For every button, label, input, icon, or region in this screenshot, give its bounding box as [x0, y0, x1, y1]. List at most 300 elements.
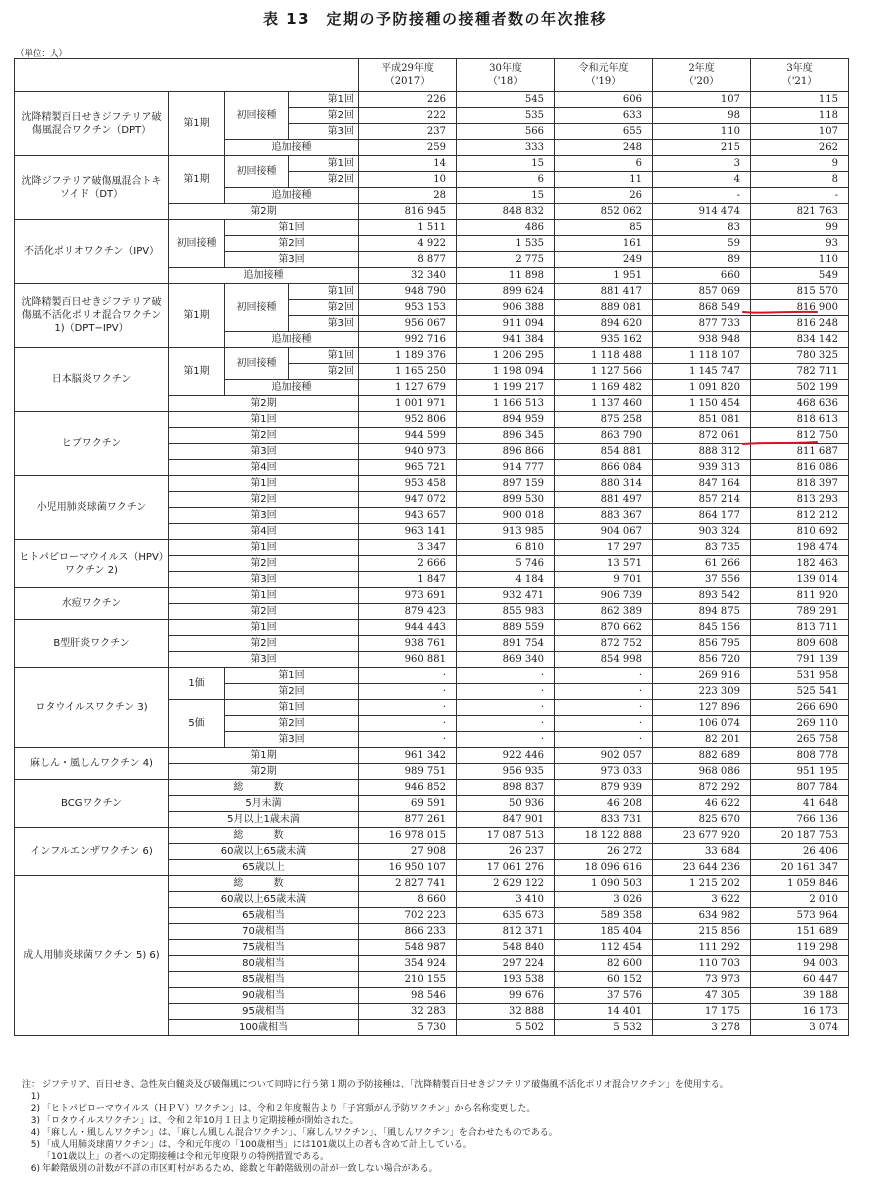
value-cell: 26 237: [457, 844, 555, 860]
value-cell: 939 313: [653, 460, 751, 476]
value-cell: 182 463: [751, 556, 849, 572]
value-cell: 1 199 217: [457, 380, 555, 396]
value-cell: 223 309: [653, 684, 751, 700]
value-cell: 73 973: [653, 972, 751, 988]
value-cell: 17 087 513: [457, 828, 555, 844]
value-cell: ·: [457, 700, 555, 716]
vaccine-name: 沈降精製百日せきジフテリア破傷風不活化ポリオ混合ワクチン 1)（DPT−IPV）: [15, 284, 169, 348]
footnote-number: [14, 1151, 42, 1163]
value-cell: 864 177: [653, 508, 751, 524]
footnote-text: ジフテリア、百日せき、急性灰白髄炎及び破傷風について同時に行う第１期の予防接種は、「沈降精製百日せきジフテリア破傷風不活化ポリオ混合ワクチン」を使用する。: [42, 1080, 729, 1090]
value-cell: 940 973: [359, 444, 457, 460]
value-cell: 904 067: [555, 524, 653, 540]
value-cell: 18 096 616: [555, 860, 653, 876]
value-cell: 106 074: [653, 716, 751, 732]
value-cell: 992 716: [359, 332, 457, 348]
footnote: [14, 1163, 854, 1175]
value-cell: 15: [457, 188, 555, 204]
value-cell: ·: [457, 668, 555, 684]
value-cell: 973 691: [359, 588, 457, 604]
value-cell: 2 666: [359, 556, 457, 572]
value-cell: 789 291: [751, 604, 849, 620]
value-cell: 83 735: [653, 540, 751, 556]
value-cell: 4 922: [359, 236, 457, 252]
value-cell: 900 018: [457, 508, 555, 524]
table-row: [15, 876, 849, 892]
value-cell: 119 298: [751, 940, 849, 956]
category-label: 初回接種: [225, 92, 289, 140]
value-cell: 94 003: [751, 956, 849, 972]
value-cell: 851 081: [653, 412, 751, 428]
value-cell: 635 673: [457, 908, 555, 924]
dose-label: 第1回: [225, 220, 359, 236]
value-cell: 899 624: [457, 284, 555, 300]
footnote-text: 「麻しん・風しんワクチン」は、「麻しん風しん混合ワクチン」、「麻しんワクチン」、「風しんワクチン」を合わせたものである。: [42, 1128, 558, 1138]
value-cell: 953 458: [359, 476, 457, 492]
value-cell: 818 397: [751, 476, 849, 492]
dose-label: 第3回: [169, 572, 359, 588]
value-cell: ·: [457, 684, 555, 700]
value-cell: 889 559: [457, 620, 555, 636]
footnote-text: 「101歳以上」の者への定期接種は令和元年度限りの特例措置である。: [42, 1152, 330, 1162]
value-cell: 14: [359, 156, 457, 172]
value-cell: 3 410: [457, 892, 555, 908]
value-cell: 185 404: [555, 924, 653, 940]
dose-label: 第3回: [169, 444, 359, 460]
dose-label: 第2回: [289, 172, 359, 188]
value-cell: 879 939: [555, 780, 653, 796]
value-cell: 655: [555, 124, 653, 140]
age-label: 90歳相当: [169, 988, 359, 1004]
vaccine-name: 水痘ワクチン: [15, 588, 169, 620]
value-cell: 947 072: [359, 492, 457, 508]
value-cell: 914 777: [457, 460, 555, 476]
value-cell: 11 898: [457, 268, 555, 284]
value-cell: 98: [653, 108, 751, 124]
period-label: 第1期: [169, 748, 359, 764]
value-cell: 589 358: [555, 908, 653, 924]
vaccine-name: 小児用肺炎球菌ワクチン: [15, 476, 169, 540]
dose-label: 第2回: [169, 604, 359, 620]
value-cell: 809 608: [751, 636, 849, 652]
vaccine-name: ロタウイルスワクチン 3): [15, 668, 169, 748]
category-label: 追加接種: [225, 188, 359, 204]
value-cell: 215 856: [653, 924, 751, 940]
period-label: 第1期: [169, 284, 225, 348]
value-cell: 127 896: [653, 700, 751, 716]
dose-label: 第2回: [289, 300, 359, 316]
table-title: 表 13 定期の予防接種の接種者数の年次推移: [262, 10, 608, 28]
value-cell: 50 936: [457, 796, 555, 812]
age-label: 60歳以上65歳未満: [169, 844, 359, 860]
value-cell: 468 636: [751, 396, 849, 412]
value-cell: 566: [457, 124, 555, 140]
table-row: [15, 92, 849, 108]
period-label: 第2期: [169, 764, 359, 780]
value-cell: 847 901: [457, 812, 555, 828]
value-cell: 894 875: [653, 604, 751, 620]
valence-label: 1価: [169, 668, 225, 700]
value-cell: 821 763: [751, 204, 849, 220]
value-cell: 139 014: [751, 572, 849, 588]
value-cell: 11: [555, 172, 653, 188]
value-cell: 881 497: [555, 492, 653, 508]
value-cell: 17 175: [653, 1004, 751, 1020]
value-cell: 877 261: [359, 812, 457, 828]
value-cell: 210 155: [359, 972, 457, 988]
value-cell: 960 881: [359, 652, 457, 668]
value-cell: 816 900: [751, 300, 849, 316]
value-cell: 47 305: [653, 988, 751, 1004]
value-cell: 2 775: [457, 252, 555, 268]
value-cell: 573 964: [751, 908, 849, 924]
value-cell: 5 746: [457, 556, 555, 572]
value-cell: 99 676: [457, 988, 555, 1004]
value-cell: 23 644 236: [653, 860, 751, 876]
year-header: 2年度 （'20）: [653, 59, 751, 92]
value-cell: 961 342: [359, 748, 457, 764]
value-cell: 8 877: [359, 252, 457, 268]
dose-label: 第1回: [169, 476, 359, 492]
value-cell: 811 920: [751, 588, 849, 604]
value-cell: 118: [751, 108, 849, 124]
unit-label: （単位：人）: [16, 49, 68, 59]
value-cell: 881 417: [555, 284, 653, 300]
value-cell: 23 677 920: [653, 828, 751, 844]
value-cell: 896 866: [457, 444, 555, 460]
value-cell: 856 795: [653, 636, 751, 652]
value-cell: 816 086: [751, 460, 849, 476]
value-cell: 869 340: [457, 652, 555, 668]
value-cell: 549: [751, 268, 849, 284]
value-cell: 17 061 276: [457, 860, 555, 876]
year-header: 30年度 （'18）: [457, 59, 555, 92]
value-cell: 913 985: [457, 524, 555, 540]
age-label: 100歳相当: [169, 1020, 359, 1036]
value-cell: 6 810: [457, 540, 555, 556]
category-label: 初回接種: [225, 156, 289, 188]
value-cell: 660: [653, 268, 751, 284]
value-cell: 1 150 454: [653, 396, 751, 412]
value-cell: 902 057: [555, 748, 653, 764]
table-row: [15, 588, 849, 604]
value-cell: 486: [457, 220, 555, 236]
value-cell: 28: [359, 188, 457, 204]
value-cell: -: [653, 188, 751, 204]
value-cell: 32 340: [359, 268, 457, 284]
value-cell: 825 670: [653, 812, 751, 828]
vaccine-name: 沈降精製百日せきジフテリア破傷風混合ワクチン（DPT）: [15, 92, 169, 156]
value-cell: 935 162: [555, 332, 653, 348]
value-cell: 83: [653, 220, 751, 236]
vaccine-name: 不活化ポリオワクチン（IPV）: [15, 220, 169, 284]
value-cell: 808 778: [751, 748, 849, 764]
value-cell: ·: [359, 668, 457, 684]
value-cell: 354 924: [359, 956, 457, 972]
value-cell: 6: [555, 156, 653, 172]
value-cell: 813 711: [751, 620, 849, 636]
value-cell: 531 958: [751, 668, 849, 684]
dose-label: 第1回: [225, 700, 359, 716]
value-cell: 1 198 094: [457, 364, 555, 380]
value-cell: 269 110: [751, 716, 849, 732]
value-cell: 60 447: [751, 972, 849, 988]
footnote-text: 「成人用肺炎球菌ワクチン」は、令和元年度の「100歳相当」には101歳以上の者も含めて計上している。: [42, 1140, 472, 1150]
age-label: 65歳以上: [169, 860, 359, 876]
table-row: [15, 284, 849, 300]
category-label: 追加接種: [169, 268, 359, 284]
age-label: 65歳相当: [169, 908, 359, 924]
value-cell: 833 731: [555, 812, 653, 828]
vaccine-name: 成人用肺炎球菌ワクチン 5) 6): [15, 876, 169, 1036]
value-cell: 782 711: [751, 364, 849, 380]
dose-label: 第2回: [225, 684, 359, 700]
value-cell: 943 657: [359, 508, 457, 524]
value-cell: 952 806: [359, 412, 457, 428]
value-cell: 946 852: [359, 780, 457, 796]
value-cell: 868 549: [653, 300, 751, 316]
value-cell: 20 187 753: [751, 828, 849, 844]
value-cell: 3 278: [653, 1020, 751, 1036]
value-cell: 944 599: [359, 428, 457, 444]
value-cell: 894 620: [555, 316, 653, 332]
value-cell: 41 648: [751, 796, 849, 812]
footnote-number: 2): [30, 1104, 40, 1114]
vaccine-name: ヒトパピローマウイルス（HPV）ワクチン 2): [15, 540, 169, 588]
value-cell: 818 613: [751, 412, 849, 428]
dose-label: 第3回: [225, 252, 359, 268]
age-label: 5月未満: [169, 796, 359, 812]
table-row: [15, 748, 849, 764]
value-cell: ·: [555, 700, 653, 716]
value-cell: 1 535: [457, 236, 555, 252]
value-cell: 249: [555, 252, 653, 268]
value-cell: 862 389: [555, 604, 653, 620]
value-cell: 1 137 460: [555, 396, 653, 412]
value-cell: 944 443: [359, 620, 457, 636]
value-cell: 226: [359, 92, 457, 108]
value-cell: 815 570: [751, 284, 849, 300]
value-cell: 899 530: [457, 492, 555, 508]
category-label: 初回接種: [169, 220, 225, 268]
value-cell: 32 283: [359, 1004, 457, 1020]
value-cell: 1 001 971: [359, 396, 457, 412]
value-cell: 110: [653, 124, 751, 140]
value-cell: 115: [751, 92, 849, 108]
value-cell: 633: [555, 108, 653, 124]
value-cell: ·: [359, 716, 457, 732]
value-cell: 702 223: [359, 908, 457, 924]
value-cell: 870 662: [555, 620, 653, 636]
dose-label: 第2回: [169, 556, 359, 572]
footnote-number: 6): [30, 1164, 40, 1174]
value-cell: 1 091 820: [653, 380, 751, 396]
value-cell: 1 206 295: [457, 348, 555, 364]
dose-label: 第2回: [289, 364, 359, 380]
dose-label: 第3回: [169, 508, 359, 524]
value-cell: 1 118 488: [555, 348, 653, 364]
value-cell: 965 721: [359, 460, 457, 476]
value-cell: 780 325: [751, 348, 849, 364]
dose-label: 第2回: [169, 492, 359, 508]
value-cell: 1 090 503: [555, 876, 653, 892]
value-cell: 193 538: [457, 972, 555, 988]
value-cell: 906 739: [555, 588, 653, 604]
age-label: 70歳相当: [169, 924, 359, 940]
value-cell: 37 556: [653, 572, 751, 588]
value-cell: 269 916: [653, 668, 751, 684]
value-cell: 872 752: [555, 636, 653, 652]
dose-label: 第1回: [169, 412, 359, 428]
period-label: 第1期: [169, 156, 225, 204]
value-cell: ·: [457, 732, 555, 748]
dose-label: 第3回: [169, 652, 359, 668]
dose-label: 第1回: [289, 92, 359, 108]
value-cell: 33 684: [653, 844, 751, 860]
value-cell: 3 026: [555, 892, 653, 908]
value-cell: 26 272: [555, 844, 653, 860]
value-cell: 1 145 747: [653, 364, 751, 380]
value-cell: 866 084: [555, 460, 653, 476]
value-cell: 26: [555, 188, 653, 204]
dose-label: 第1回: [289, 156, 359, 172]
value-cell: 2 629 122: [457, 876, 555, 892]
value-cell: 852 062: [555, 204, 653, 220]
table-row: [15, 412, 849, 428]
dose-label: 第3回: [225, 732, 359, 748]
value-cell: 17 297: [555, 540, 653, 556]
value-cell: 2 010: [751, 892, 849, 908]
footnote: [14, 1115, 854, 1127]
value-cell: 891 754: [457, 636, 555, 652]
value-cell: 1 127 679: [359, 380, 457, 396]
value-cell: 863 790: [555, 428, 653, 444]
year-header: 3年度 （'21）: [751, 59, 849, 92]
footnote: [14, 1103, 854, 1115]
value-cell: 813 293: [751, 492, 849, 508]
value-cell: 26 406: [751, 844, 849, 860]
value-cell: 13 571: [555, 556, 653, 572]
value-cell: 854 881: [555, 444, 653, 460]
value-cell: 872 292: [653, 780, 751, 796]
value-cell: 39 188: [751, 988, 849, 1004]
value-cell: 5 730: [359, 1020, 457, 1036]
value-cell: 110: [751, 252, 849, 268]
total-label: 総 数: [169, 876, 359, 892]
dose-label: 第1回: [169, 540, 359, 556]
dose-label: 第1回: [169, 620, 359, 636]
value-cell: 20 161 347: [751, 860, 849, 876]
value-cell: 82 201: [653, 732, 751, 748]
value-cell: ·: [555, 684, 653, 700]
value-cell: 8 660: [359, 892, 457, 908]
value-cell: 855 983: [457, 604, 555, 620]
value-cell: 15: [457, 156, 555, 172]
value-cell: 107: [751, 124, 849, 140]
age-label: 80歳相当: [169, 956, 359, 972]
value-cell: 948 790: [359, 284, 457, 300]
dose-label: 第4回: [169, 460, 359, 476]
value-cell: 889 081: [555, 300, 653, 316]
vaccination-table: [14, 58, 848, 1036]
value-cell: 5 502: [457, 1020, 555, 1036]
value-cell: 989 751: [359, 764, 457, 780]
value-cell: 110 703: [653, 956, 751, 972]
value-cell: 845 156: [653, 620, 751, 636]
value-cell: 111 292: [653, 940, 751, 956]
vaccine-name: BCGワクチン: [15, 780, 169, 828]
dose-label: 第2回: [225, 716, 359, 732]
total-label: 総 数: [169, 828, 359, 844]
category-label: 初回接種: [225, 348, 289, 380]
footnote: [14, 1079, 854, 1103]
dose-label: 第2回: [169, 636, 359, 652]
value-cell: 1 165 250: [359, 364, 457, 380]
value-cell: ·: [359, 732, 457, 748]
dose-label: 第3回: [289, 124, 359, 140]
value-cell: 89: [653, 252, 751, 268]
value-cell: 883 367: [555, 508, 653, 524]
value-cell: 297 224: [457, 956, 555, 972]
dose-label: 第2回: [169, 428, 359, 444]
value-cell: 1 059 846: [751, 876, 849, 892]
value-cell: 879 423: [359, 604, 457, 620]
value-cell: 9: [751, 156, 849, 172]
table-row: [15, 828, 849, 844]
value-cell: 535: [457, 108, 555, 124]
value-cell: 1 118 107: [653, 348, 751, 364]
value-cell: 85: [555, 220, 653, 236]
footnote-number: 4): [30, 1128, 40, 1138]
age-label: 5月以上1歳未満: [169, 812, 359, 828]
value-cell: -: [751, 188, 849, 204]
value-cell: 857 069: [653, 284, 751, 300]
table-row: [15, 540, 849, 556]
value-cell: ·: [555, 732, 653, 748]
value-cell: 333: [457, 140, 555, 156]
age-label: 85歳相当: [169, 972, 359, 988]
value-cell: 262: [751, 140, 849, 156]
category-label: 追加接種: [225, 332, 359, 348]
dose-label: 第1回: [289, 348, 359, 364]
value-cell: 951 195: [751, 764, 849, 780]
value-cell: 956 067: [359, 316, 457, 332]
table-row: [15, 476, 849, 492]
value-cell: 906 388: [457, 300, 555, 316]
value-cell: 880 314: [555, 476, 653, 492]
value-cell: 810 692: [751, 524, 849, 540]
value-cell: 1 847: [359, 572, 457, 588]
dose-label: 第1回: [169, 588, 359, 604]
value-cell: 856 720: [653, 652, 751, 668]
value-cell: 811 687: [751, 444, 849, 460]
value-cell: 151 689: [751, 924, 849, 940]
value-cell: 3 074: [751, 1020, 849, 1036]
value-cell: 812 371: [457, 924, 555, 940]
period-label: 第2期: [169, 396, 359, 412]
value-cell: 894 959: [457, 412, 555, 428]
value-cell: 903 324: [653, 524, 751, 540]
value-cell: 3: [653, 156, 751, 172]
value-cell: 882 689: [653, 748, 751, 764]
dose-label: 第1回: [289, 284, 359, 300]
value-cell: 16 950 107: [359, 860, 457, 876]
red-underline-annotation: [742, 309, 818, 315]
value-cell: 866 233: [359, 924, 457, 940]
table-row: [15, 348, 849, 364]
value-cell: 854 998: [555, 652, 653, 668]
valence-label: 5価: [169, 700, 225, 748]
